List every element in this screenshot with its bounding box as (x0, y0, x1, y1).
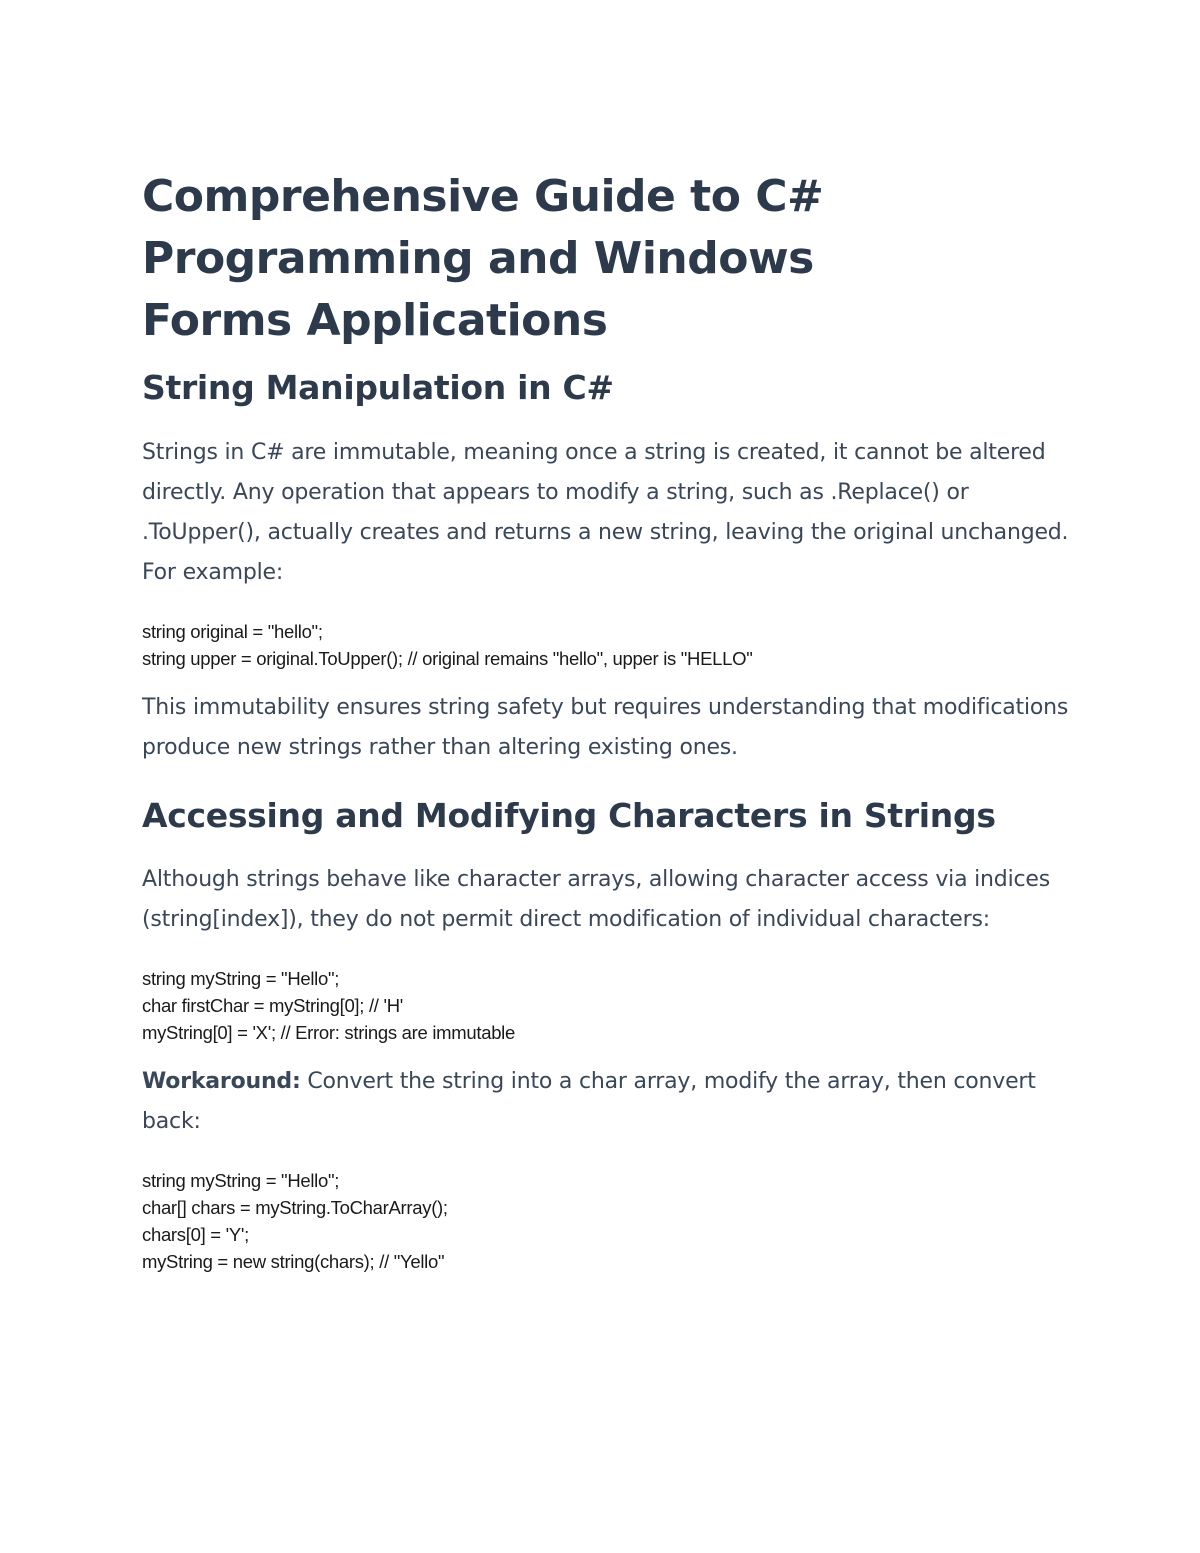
code-block (142, 1167, 1072, 1275)
code-line: myString = new string(chars); // "Yello" (142, 1251, 445, 1272)
section-intro-paragraph: Although strings behave like character arrays, allowing character access via indices (string[index]), they do not permit direct modification of individual characters: (142, 867, 1050, 932)
document-title: Comprehensive Guide to C# Programming and Windows Forms Applications (142, 171, 824, 346)
workaround-label: Workaround: (142, 1069, 301, 1094)
document-content (142, 166, 1072, 1275)
code-line: string original = "hello"; (142, 621, 323, 642)
workaround-text: Convert the string into a char array, modify the array, then convert back: (142, 1069, 1036, 1134)
section-heading-accessing-characters: Accessing and Modifying Characters in Strings (142, 796, 996, 835)
code-block (142, 618, 1072, 672)
code-line: char firstChar = myString[0]; // 'H' (142, 995, 403, 1016)
code-line: string myString = "Hello"; (142, 968, 340, 989)
code-line: char[] chars = myString.ToCharArray(); (142, 1197, 448, 1218)
workaround-paragraph (142, 1062, 1072, 1142)
section-outro-paragraph: This immutability ensures string safety but requires understanding that modifications produce new strings rather than altering existing ones. (142, 695, 1069, 760)
code-line: myString[0] = 'X'; // Error: strings are immutable (142, 1022, 515, 1043)
section-heading-string-manipulation: String Manipulation in C# (142, 368, 614, 407)
code-block (142, 965, 1072, 1046)
section-intro-paragraph: Strings in C# are immutable, meaning once a string is created, it cannot be altered directly. Any operation that appears to modify a string, such as .Replace() or .ToUpper(), actually creates and returns a new string, leaving the original unchanged. For example: (142, 440, 1069, 585)
code-line: string myString = "Hello"; (142, 1170, 340, 1191)
code-line: chars[0] = 'Y'; (142, 1224, 249, 1245)
code-line: string upper = original.ToUpper(); // original remains "hello", upper is "HELLO" (142, 648, 753, 669)
